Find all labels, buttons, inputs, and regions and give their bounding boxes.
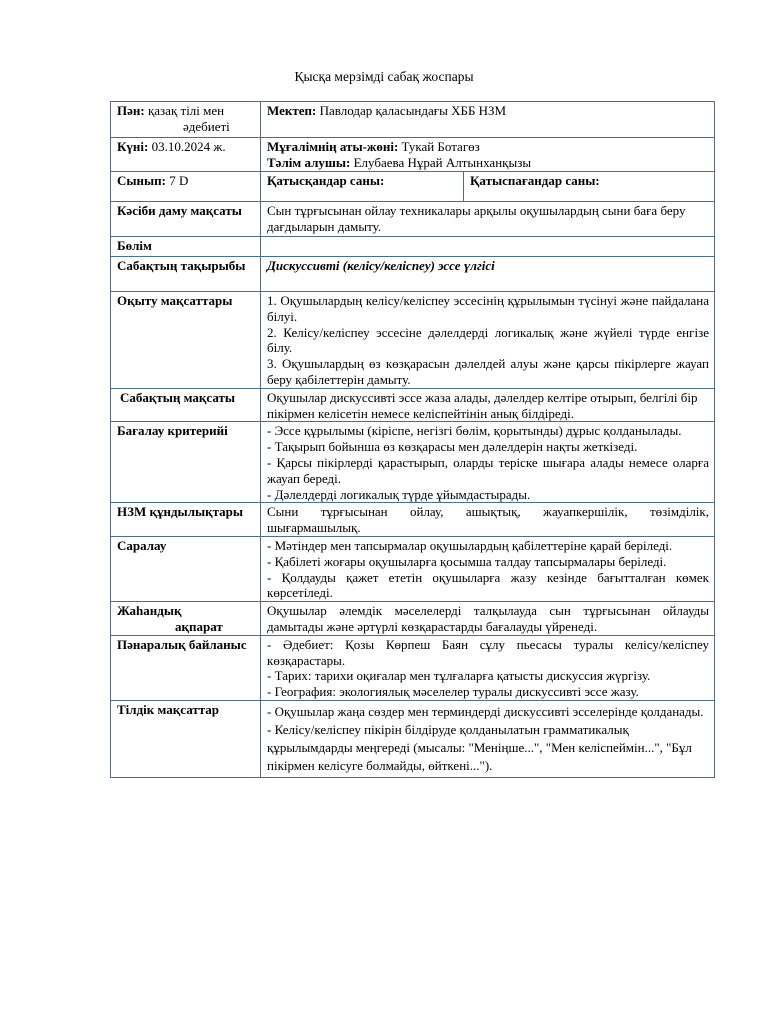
learning-objectives-label: Оқыту мақсаттары [111,292,261,389]
subject-value-line2: әдебиеті [183,118,230,134]
list-item: 1. Оқушылардың келісу/келіспеу эссесінің құрылымын түсінуі және пайдалана білуі. [267,293,709,324]
section-label: Бөлім [111,237,261,257]
section-text [261,237,715,257]
list-item: - География: экологиялық мәселелер туралы дискуссивті эссе жазу. [267,684,639,700]
values-text: Сыни тұрғысынан ойлау, ашықтық, жауапкершілік, төзімділік, шығармашылық. [261,503,715,537]
table-row [111,138,715,172]
date-cell [111,138,261,172]
topic-text: Дискуссивті (келісу/келіспеу) эссе үлгісі [261,257,715,292]
cross-curricular-cell [261,635,715,700]
table-row [111,257,715,292]
learning-objectives-cell [261,292,715,389]
language-goals-label: Тілдік мақсаттар [111,700,261,777]
trainee-label: Тәлім алушы: [267,154,351,170]
subject-value: қазақ тілі мен [147,103,225,118]
global-info-label-line2: ақпарат [175,618,223,634]
list-item: - Тақырып бойынша өз көзқарасы мен дәлелдерін нақты жеткізеді. [267,439,638,455]
table-row [111,422,715,503]
list-item: - Әдебиет: Қозы Көрпеш Баян сұлу пьесасы туралы келісу/келіспеу көзқарастары. [267,636,709,668]
prof-goal-text: Сын тұрғысынан ойлау техникалары арқылы оқушылардың сыни баға беру дағдыларын дамыту. [261,202,715,237]
topic-label: Сабақтың тақырыбы [111,257,261,292]
school-cell [261,102,715,138]
table-row [111,635,715,700]
table-row [111,237,715,257]
list-item: - Эссе құрылымы (кіріспе, негізгі бөлім, қорытынды) дұрыс қолданылады. [267,423,682,439]
school-label: Мектеп: [267,103,317,118]
differentiation-cell [261,536,715,601]
school-value: Павлодар қаласындағы ХББ НЗМ [319,103,507,118]
class-value: 7 D [169,173,189,188]
table-row [111,503,715,537]
global-info-label [111,602,261,636]
global-info-label-line1: Жаһандық [117,603,182,619]
list-item: - Қарсы пікірлерді қарастырып, оларды теріске шығара алады немесе оларға жауап береді. [267,454,709,486]
teacher-value: Тукай Ботагөз [401,139,480,154]
trainee-value: Елубаева Нұрай Алтынханқызы [353,154,532,170]
lesson-plan-table [110,101,715,778]
differentiation-label: Саралау [111,536,261,601]
prof-goal-label: Кәсіби даму мақсаты [111,202,261,237]
lesson-goal-text: Оқушылар дискуссивті эссе жаза алады, дәлелдер келтіре отырып, белгілі бір пікірмен келісетін немесе келіспейтінін анық білдіреді. [261,388,715,422]
lesson-goal-label: Сабақтың мақсаты [111,388,261,422]
table-row [111,700,715,777]
subject-cell [111,102,261,138]
list-item: 2. Келісу/келіспеу эссесіне дәлелдерді логикалық және жүйелі түрде енгізе білу. [267,324,709,356]
class-cell [111,172,261,202]
list-item: - Дәлелдерді логикалық түрде ұйымдастырады. [267,486,531,502]
present-count-cell: Қатысқандар саны: [261,172,464,202]
page-title: Қысқа мерзімді сабақ жоспары [294,69,474,84]
teacher-cell [261,138,715,172]
list-item: - Оқушылар жаңа сөздер мен терминдерді дискуссивті эсселерінде қолданады. [267,703,704,719]
table-row [111,388,715,422]
list-item: - Қолдауды қажет ететін оқушыларға жазу кезінде бағытталған көмек көрсетіледі. [267,569,709,601]
cross-curricular-label: Пәнаралық байланыс [111,635,261,700]
absent-count-cell: Қатыспағандар саны: [464,172,715,202]
list-item: - Тарих: тарихи оқиғалар мен тұлғаларға қатысты дискуссия жүргізу. [267,668,651,684]
language-goals-cell [261,700,715,777]
date-label: Күні: [117,139,149,154]
teacher-label: Мұғалімнің аты-жөні: [267,139,399,154]
table-row [111,536,715,601]
list-item: 3. Оқушылардың өз көзқарасын дәлелдей алуы және қарсы пікірлерге жауап беру қабілеттерін дамыту. [267,356,709,387]
table-row [111,102,715,138]
table-row [111,602,715,636]
table-row [111,202,715,237]
class-label: Сынып: [117,173,166,188]
list-item: - Келісу/келіспеу пікірін білдіруде қолданылатын грамматикалық құрылымдарды меңгереді (мысалы: "Меніңше...", "Мен келіспеймін...", "Бұл пікірмен келісуге болмайды, өйткені..."). [267,721,692,773]
criteria-cell [261,422,715,503]
table-row [111,292,715,389]
criteria-label: Бағалау критерийі [111,422,261,503]
subject-label: Пән: [117,103,145,118]
global-info-text: Оқушылар әлемдік мәселелерді талқылауда сын тұрғысынан ойлауды дамытады және әртүрлі көзқарастарды бағалауды үйренеді. [261,602,715,636]
values-label: НЗМ құндылықтары [111,503,261,537]
date-value: 03.10.2024 ж. [151,139,226,154]
list-item: - Қабілеті жоғары оқушыларға қосымша талдау тапсырмалары беріледі. [267,553,667,569]
list-item: - Мәтіндер мен тапсырмалар оқушылардың қабілеттеріне қарай беріледі. [267,537,673,553]
table-row [111,172,715,202]
